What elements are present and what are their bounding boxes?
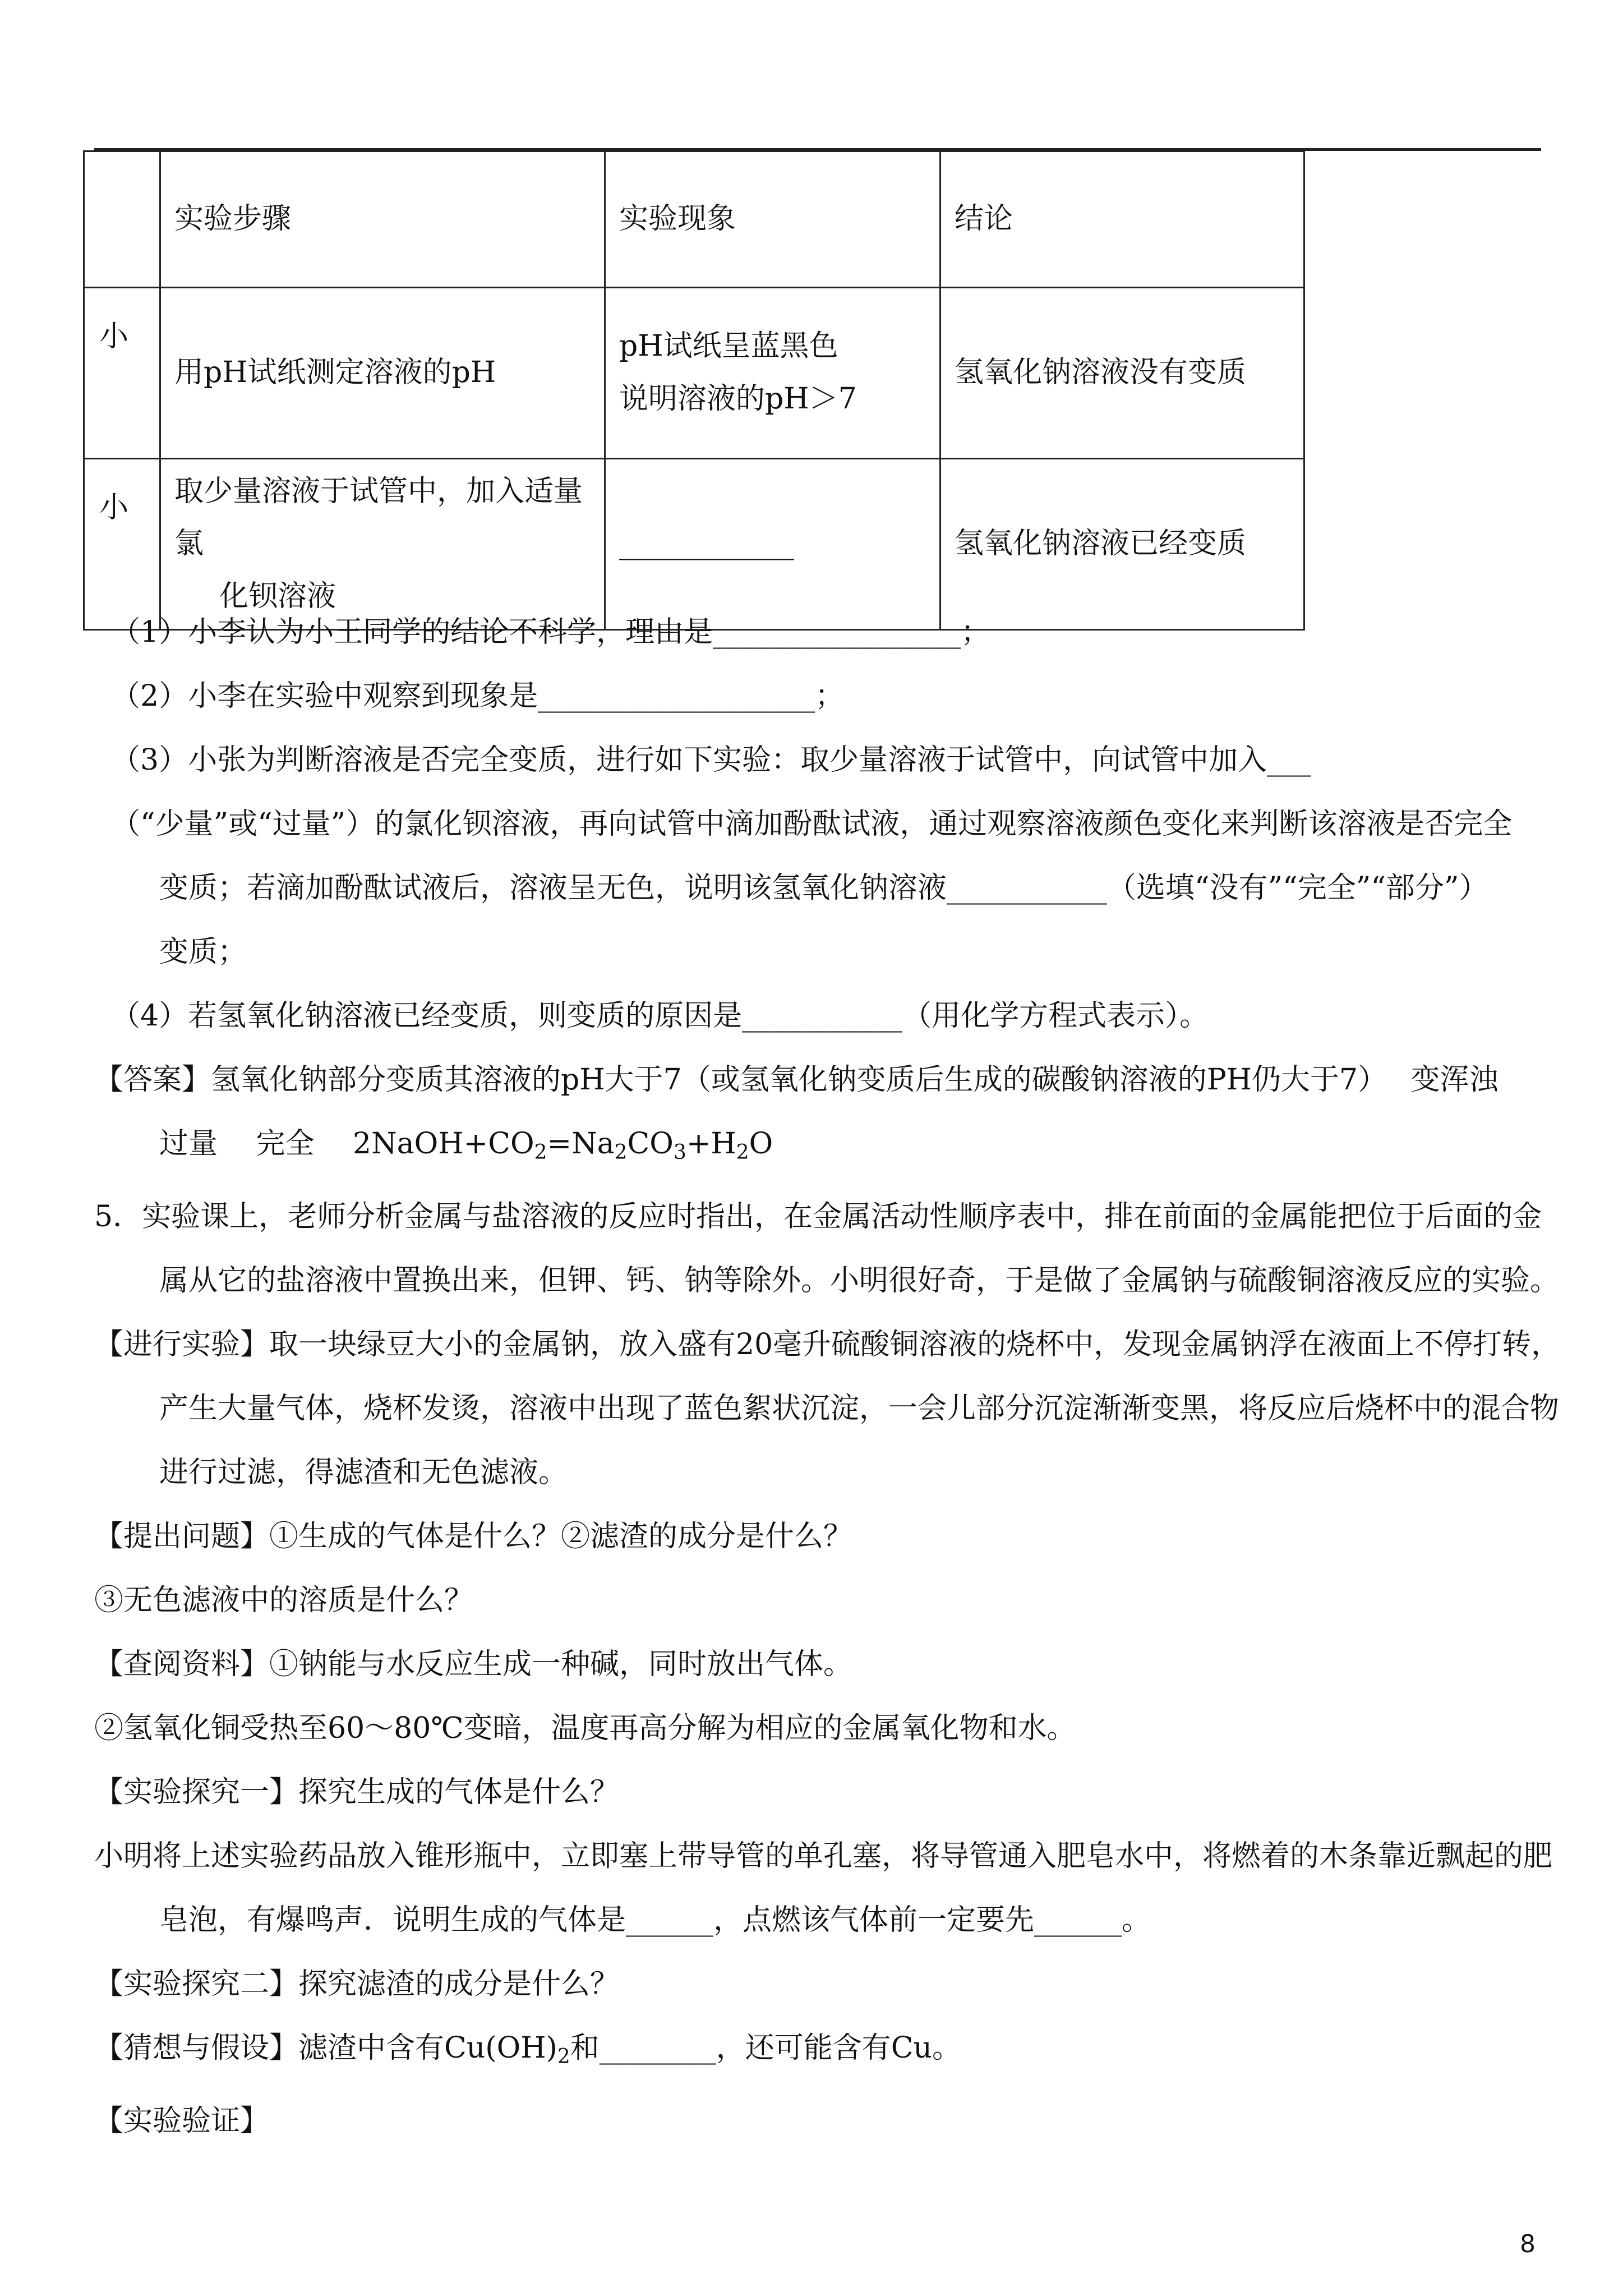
phenomenon-line: pH试纸呈蓝黑色 xyxy=(619,329,838,364)
body-text xyxy=(94,600,1561,2153)
reference-line: ②氢氧化铜受热至60～80℃变暗，温度再高分解为相应的金属氧化物和水。 xyxy=(94,1711,1076,1745)
table-row xyxy=(84,288,1304,459)
question-3-line: 变质； xyxy=(159,935,247,969)
step-line: 取少量溶液于试管中，加入适量氯 xyxy=(174,474,583,561)
row-step-cell: 用pH试纸测定溶液的pH xyxy=(160,288,605,459)
question-1: （1）小李认为小王同学的结论不科学，理由是_________________； xyxy=(111,615,990,649)
step-line: 化钡溶液 xyxy=(219,579,336,613)
phenomenon-line: 说明溶液的pH＞7 xyxy=(619,382,857,416)
inquiry-1-heading: 【实验探究一】探究生成的气体是什么？ xyxy=(94,1775,620,1809)
hypothesis-line: 【猜想与假设】滤渣中含有$Cu(OH)_2$和________，还可能含有Cu。 xyxy=(94,2031,962,2068)
phenomenon-blank: ____________ xyxy=(619,527,794,561)
experiment-line: 进行过滤，得滤渣和无色滤液。 xyxy=(159,1456,568,1489)
answer-line: 【答案】氢氧化钠部分变质其溶液的pH大于7（或氢氧化钠变质后生成的碳酸钠溶液的PH仍大于7） 变浑浊 xyxy=(94,1063,1498,1097)
question-raised-line: ③无色滤液中的溶质是什么？ xyxy=(94,1584,474,1617)
verification-heading: 【实验验证】 xyxy=(94,2104,270,2138)
header-cell-conclusion: 结论 xyxy=(940,151,1304,288)
table-header-row xyxy=(84,151,1304,288)
inquiry-1-line: 皂泡，有爆鸣声．说明生成的气体是______，点燃该气体前一定要先______。 xyxy=(159,1903,1151,1937)
question-2: （2）小李在实验中观察到现象是___________________； xyxy=(111,679,845,713)
problem-5-line: 属从它的盐溶液中置换出来，但钾、钙、钠等除外。小明很好奇，于是做了金属钠与硫酸铜溶液反应的实验。 xyxy=(159,1264,1560,1297)
header-cell-phenomenon: 实验现象 xyxy=(605,151,940,288)
question-3-line: （“少量”或“过量”）的氯化钡溶液，再向试管中滴加酚酞试液，通过观察溶液颜色变化来判断该溶液是否完全 xyxy=(111,807,1513,841)
header-cell-steps: 实验步骤 xyxy=(160,151,605,288)
row-conclusion-cell: 氢氧化钠溶液已经变质 xyxy=(940,459,1304,630)
problem-5-line: 5．实验课上，老师分析金属与盐溶液的反应时指出，在金属活动性顺序表中，排在前面的金属能把位于后面的金 xyxy=(94,1200,1542,1234)
reference-line: 【查阅资料】①钠能与水反应生成一种碱，同时放出气体。 xyxy=(94,1648,853,1681)
inquiry-1-line: 小明将上述实验药品放入锥形瓶中，立即塞上带导管的单孔塞，将导管通入肥皂水中，将燃着的木条靠近飘起的肥 xyxy=(94,1839,1553,1873)
row-name-cell: 小 xyxy=(84,288,160,459)
question-4: （4）若氢氧化钠溶液已经变质，则变质的原因是___________（用化学方程式表示）。 xyxy=(111,999,1209,1033)
inquiry-2-heading: 【实验探究二】探究滤渣的成分是什么？ xyxy=(94,1967,620,2001)
question-3-line: 变质；若滴加酚酞试液后，溶液呈无色，说明该氢氧化钠溶液___________（选填“没有”“完全”“部分”） xyxy=(159,871,1488,905)
row-phenomenon-cell xyxy=(605,288,940,459)
header-cell-blank xyxy=(84,151,160,288)
question-3-line: （3）小张为判断溶液是否完全变质，进行如下实验：取少量溶液于试管中，向试管中加入___ xyxy=(111,743,1311,777)
page-number: 8 xyxy=(1520,2230,1536,2258)
row-name-cell: 小 xyxy=(84,459,160,630)
row-conclusion-cell: 氢氧化钠溶液没有变质 xyxy=(940,288,1304,459)
question-raised-line: 【提出问题】①生成的气体是什么？②滤渣的成分是什么？ xyxy=(94,1520,853,1553)
experiment-line: 产生大量气体，烧杯发烫，溶液中出现了蓝色絮状沉淀，一会儿部分沉淀渐渐变黑，将反应后烧杯中的混合物 xyxy=(159,1392,1560,1425)
experiment-line: 【进行实验】取一块绿豆大小的金属钠，放入盛有20毫升硫酸铜溶液的烧杯中，发现金属钠浮在液面上不停打转， xyxy=(94,1328,1561,1361)
answer-equation-line: 过量 完全 $2NaOH+CO_2=Na_2CO_3+H_2O$ xyxy=(159,1127,773,1164)
experiment-table xyxy=(83,150,1305,631)
